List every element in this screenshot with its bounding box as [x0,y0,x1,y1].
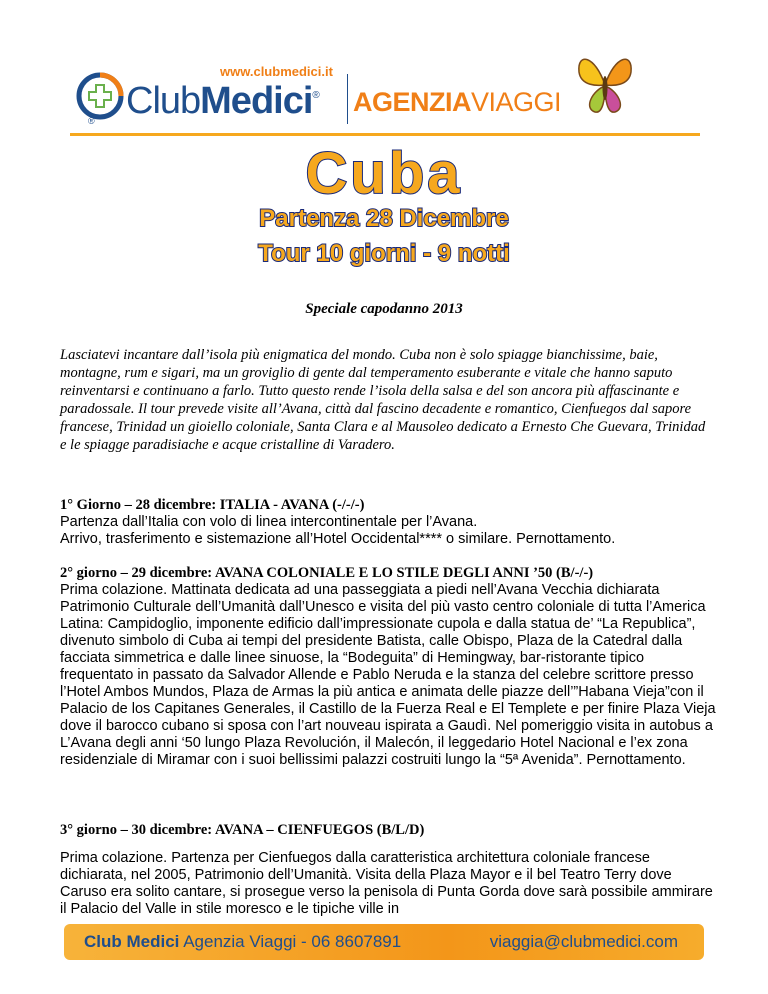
day-3-heading: 3° giorno – 30 dicembre: AVANA – CIENFUEGOS (B/L/D) [60,822,425,838]
footer-brand: Club Medici [84,932,180,951]
day-3 [60,850,720,918]
day-1 [60,497,720,548]
agenzia-viaggi [353,87,561,118]
footer-email[interactable]: viaggia@clubmedici.com [489,932,678,951]
departure-date: Partenza 28 Dicembre [259,205,509,232]
logo-registered-mark: ® [88,116,95,126]
day-1-text-1: Partenza dall’Italia con volo di linea intercontinentale per l’Avana. [60,514,478,530]
brand-club: Club [126,80,201,122]
header [70,60,630,140]
day-2-text: Prima colazione. Mattinata dedicata ad una passeggiata a piedi nell’Avana Vecchia dichiarata Patrimonio Culturale dell’Umanità dall’Unesco e visita del più vasto centro coloniale di tutta l’America Latina: Campidoglio, imponente edificio dall’impressionate cupola e dalla statua de’ “La Republica”, divenuto simbolo di Cuba ai tempi del presidente Batista, calle Obispo, Plaza de la Catedral dalla facciata simmetrica e dalle linee sinuose, la “Bodeguita” di Hemingway, bar-ristorante tipico frequentato in passato da Salvador Allende e Pablo Neruda e la stanza del celebre scrittore presso l’Hotel Ambos Mundos, Plaza de Armas la più antica e animata delle piazze dell’”Habana Vieja”con il Palacio de los Capitanes Generales, il Castillo de la Fuerza Real e El Templete e per finire Plaza Vieja dove il barocco cubano si sposa con l’art nouveau ispirata a Gaudì. Nel pomeriggio visita in autobus a L’Avana degli anni ‘50 lungo Plaza Revolución, il Malecón, il leggedario Hotel Nacional e l’ex zona residenziale di Miramar con i suoi bellissimi palazzi costruiti lungo la “5ª Avenida”. Pernottamento. [60,582,716,768]
footer-agency [84,932,401,952]
header-divider [347,74,348,124]
intro-paragraph [60,346,710,454]
clubmedici-logo-icon [76,72,124,120]
butterfly-icon [575,50,635,120]
day-2 [60,565,720,769]
day-3-text: Prima colazione. Partenza per Cienfuegos dalla caratteristica architettura coloniale francese dichiarata, nel 2005, Patrimonio dell’Umanità. Visita della Plaza Mayor e il bel Teatro Terry dove Caruso era solito cantare, si prosegue verso la penisola di Punta Gorda dove sarà possibile ammirare il Palacio del Valle in stile moresco e le tipiche ville in [60,850,713,917]
viaggi-label: VIAGGI [471,87,562,117]
footer-phone: Agenzia Viaggi - 06 8607891 [179,932,402,951]
subtitle: Speciale capodanno 2013 [305,301,463,317]
agenzia-label: AGENZIA [353,87,471,117]
page-title: Cuba [305,141,463,206]
day-1-text-2: Arrivo, trasferimento e sistemazione all’Hotel Occidental**** o similare. Pernottamento. [60,531,616,547]
intro-text: Lasciatevi incantare dall’isola più enigmatica del mondo. Cuba non è solo spiagge bianchissime, baie, montagne, rum e sigari, ma un groviglio di gente dal temperamento esuberante e vitale che hanno saputo reinventarsi e continuano a farlo. Tutto questo rende l’isola della salsa e del son ancora più affascinante e paradossale. Il tour prevede visite all’Avana, città dal fascino decadente e romantico, Cienfuegos dal sapore francese, Trinidad un gioiello coloniale, Santa Clara e al Mausoleo dedicato a Ernesto Che Guevara, Trinidad e le spiagge paradisiache e acque cristalline di Varadero. [60,347,706,453]
brand-registered-mark: ® [312,90,319,101]
brand-name [126,80,319,123]
day-2-heading: 2° giorno – 29 dicembre: AVANA COLONIALE E LO STILE DEGLI ANNI ’50 (B/-/-) [60,565,594,581]
day-1-heading: 1° Giorno – 28 dicembre: ITALIA - AVANA (-/-/-) [60,497,365,513]
tour-duration: Tour 10 giorni - 9 notti [258,240,510,267]
footer-banner [64,924,704,960]
brand-medici: Medici [200,80,313,122]
website-url: www.clubmedici.it [220,64,333,79]
header-rule [70,133,700,136]
